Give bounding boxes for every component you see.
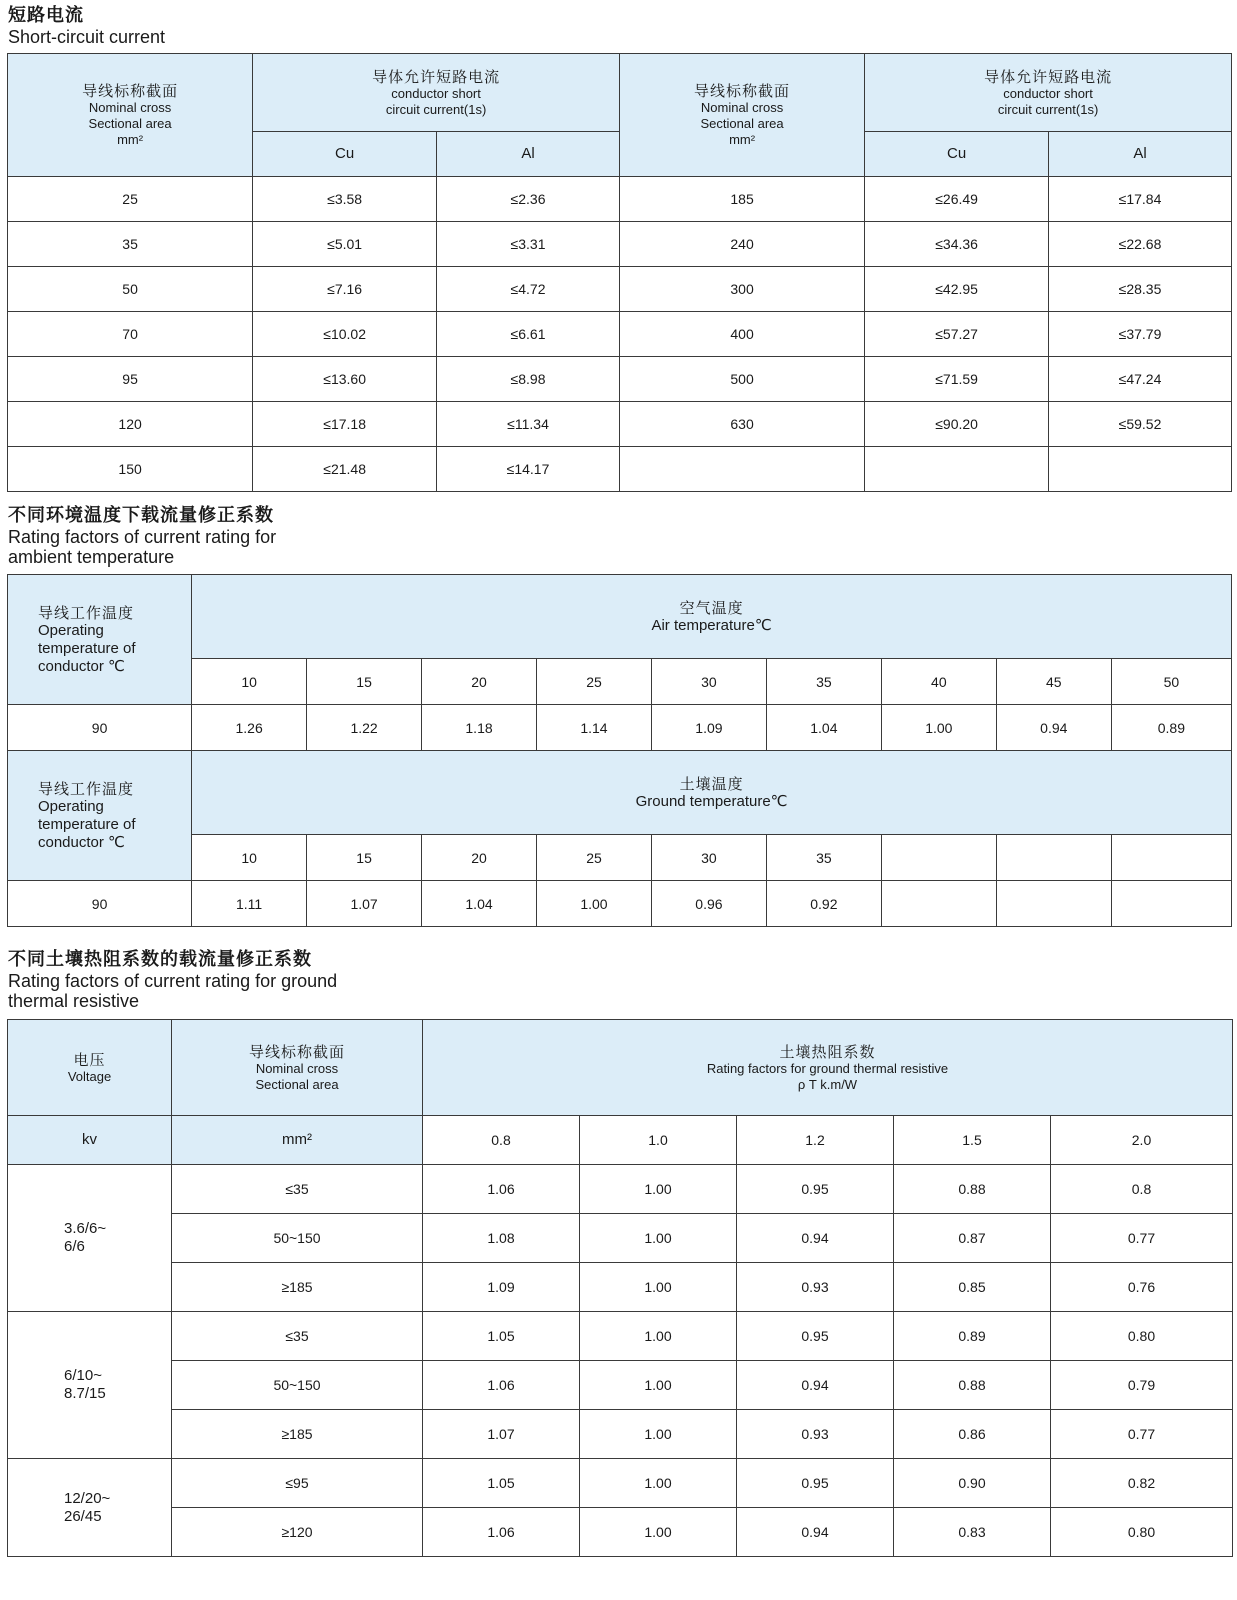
table-cell: 1.04 [422, 881, 537, 927]
table-cell: 1.00 [580, 1410, 737, 1459]
table-cell: 50~150 [172, 1361, 423, 1410]
table-row [8, 177, 1232, 222]
table-cell: 1.26 [192, 705, 307, 751]
operating-temp-header-air: 导线工作温度 Operating temperature of conductor ℃ [8, 575, 192, 705]
table-cell: 0.93 [737, 1410, 894, 1459]
table-cell: 0.94 [737, 1214, 894, 1263]
table-cell: 40 [881, 659, 996, 705]
table-cell: 1.00 [580, 1214, 737, 1263]
table-cell: ≤71.59 [865, 357, 1049, 402]
voltage-line: 26/45 [64, 1507, 102, 1525]
table-cell: 0.80 [1051, 1508, 1233, 1557]
table-cell: 2.0 [1051, 1116, 1233, 1165]
voltage-line: 8.7/15 [64, 1385, 106, 1402]
table-cell: 0.87 [894, 1214, 1051, 1263]
table-cell: 0.77 [1051, 1214, 1233, 1263]
header-cu-right: Cu [865, 132, 1049, 177]
unit-mm: mm² [172, 1116, 423, 1165]
table-cell: 0.86 [894, 1410, 1051, 1459]
table-cell: 1.00 [580, 1312, 737, 1361]
table-cell: 50 [8, 267, 253, 312]
area-header: 导线标称截面 Nominal cross Sectional area [172, 1020, 423, 1116]
table-cell [865, 447, 1049, 492]
table-row [8, 402, 1232, 447]
table-cell: 1.18 [422, 705, 537, 751]
table-row [8, 1165, 1233, 1214]
table-cell: 0.8 [423, 1116, 580, 1165]
table-cell: 1.00 [881, 705, 996, 751]
table-cell: 0.90 [894, 1459, 1051, 1508]
table-cell: 1.00 [580, 1361, 737, 1410]
thermal-title [8, 950, 337, 1012]
section-title-en: Rating factors of current rating for ground [8, 970, 338, 991]
table-cell: ≤95 [172, 1459, 423, 1508]
section-title-en: ambient temperature [8, 547, 175, 568]
ambient-title [8, 506, 276, 568]
table-cell: ≤22.68 [1049, 222, 1232, 267]
table-cell: ≤17.84 [1049, 177, 1232, 222]
table-cell: 185 [619, 177, 864, 222]
section-title-zh: 短路电流 [8, 5, 84, 26]
voltage-cell [8, 1459, 172, 1557]
table-row [8, 1508, 1233, 1557]
table-cell: ≥185 [172, 1263, 423, 1312]
table-row [8, 447, 1232, 492]
table-cell: 15 [307, 835, 422, 881]
table-cell: 0.83 [894, 1508, 1051, 1557]
table-cell: 1.04 [766, 705, 881, 751]
table-cell: 15 [307, 659, 422, 705]
table-cell: 400 [619, 312, 864, 357]
header-area-right: 导线标称截面 Nominal cross Sectional area mm² [619, 54, 864, 177]
section-title-zh: 不同土壤热阻系数的载流量修正系数 [8, 949, 312, 970]
table-cell: ≤42.95 [865, 267, 1049, 312]
table-cell: ≤35 [172, 1312, 423, 1361]
table-row [8, 881, 1232, 927]
table-cell: 25 [8, 177, 253, 222]
table-cell: 0.8 [1051, 1165, 1233, 1214]
table-cell: 0.94 [996, 705, 1111, 751]
table-row [8, 267, 1232, 312]
resistive-header: 土壤热阻系数 Rating factors for ground thermal resistive ρ T k.m/W [423, 1020, 1233, 1116]
table-cell: 0.88 [894, 1361, 1051, 1410]
table-cell [619, 447, 864, 492]
table-cell: 1.06 [423, 1165, 580, 1214]
table-row [8, 357, 1232, 402]
table-cell: 0.94 [737, 1508, 894, 1557]
header-current-right: 导体允许短路电流 conductor short circuit current(1s) [865, 54, 1232, 132]
table-row [8, 1410, 1233, 1459]
table-cell: 1.00 [537, 881, 652, 927]
table-cell: 1.00 [580, 1263, 737, 1312]
voltage-cell [8, 1165, 172, 1312]
table-row [8, 1459, 1233, 1508]
voltage-line: 12/20~ [64, 1489, 111, 1507]
table-cell: ≤7.16 [253, 267, 437, 312]
unit-kv: kv [8, 1116, 172, 1165]
table-cell: ≤59.52 [1049, 402, 1232, 447]
table-cell [1049, 447, 1232, 492]
table-cell: ≤8.98 [437, 357, 620, 402]
table-cell: 1.05 [423, 1459, 580, 1508]
table-cell: 1.00 [580, 1508, 737, 1557]
table-cell: 0.93 [737, 1263, 894, 1312]
table-cell: 25 [537, 659, 652, 705]
table-cell: 0.89 [894, 1312, 1051, 1361]
table-cell: 10 [192, 659, 307, 705]
section-title-en: thermal resistive [8, 991, 140, 1012]
table-cell: 0.85 [894, 1263, 1051, 1312]
ground-temperature-header: 土壤温度 Ground temperature℃ [192, 751, 1232, 835]
table-cell: 1.07 [307, 881, 422, 927]
table-cell: ≥120 [172, 1508, 423, 1557]
table-cell: ≤26.49 [865, 177, 1049, 222]
table-row [8, 312, 1232, 357]
table-row [8, 222, 1232, 267]
table-cell: ≤90.20 [865, 402, 1049, 447]
table-cell: 10 [192, 835, 307, 881]
table-cell: 1.2 [737, 1116, 894, 1165]
table-cell: ≤11.34 [437, 402, 620, 447]
table-cell: 1.00 [580, 1165, 737, 1214]
operating-temp-header-ground: 导线工作温度 Operating temperature of conductor ℃ [8, 751, 192, 881]
voltage-header: 电压 Voltage [8, 1020, 172, 1116]
table-row [8, 705, 1232, 751]
table-cell: 0.92 [766, 881, 881, 927]
table-cell: 1.06 [423, 1361, 580, 1410]
table-cell: ≤14.17 [437, 447, 620, 492]
short-circuit-table [7, 53, 1232, 492]
thermal-table [7, 1019, 1233, 1557]
table-cell: ≤17.18 [253, 402, 437, 447]
table-row [8, 835, 1232, 881]
ambient-table [7, 574, 1232, 927]
table-cell: 1.09 [423, 1263, 580, 1312]
table-cell: ≤3.31 [437, 222, 620, 267]
table-cell: 0.94 [737, 1361, 894, 1410]
table-cell: 1.09 [651, 705, 766, 751]
table-cell: 0.77 [1051, 1410, 1233, 1459]
table-cell: ≤13.60 [253, 357, 437, 402]
table-cell: 240 [619, 222, 864, 267]
table-cell: 20 [422, 835, 537, 881]
table-cell: 0.88 [894, 1165, 1051, 1214]
voltage-cell [8, 1312, 172, 1459]
table-cell: ≥185 [172, 1410, 423, 1459]
table-cell [996, 835, 1111, 881]
table-cell: 50 [1111, 659, 1231, 705]
table-cell: 95 [8, 357, 253, 402]
header-al-right: Al [1049, 132, 1232, 177]
table-cell: 1.11 [192, 881, 307, 927]
table-cell: 50~150 [172, 1214, 423, 1263]
table-cell: 20 [422, 659, 537, 705]
table-cell: 35 [8, 222, 253, 267]
table-cell: ≤37.79 [1049, 312, 1232, 357]
table-cell: 1.14 [537, 705, 652, 751]
table-cell: 70 [8, 312, 253, 357]
table-cell: 1.5 [894, 1116, 1051, 1165]
table-cell: 1.07 [423, 1410, 580, 1459]
table-cell: 1.06 [423, 1508, 580, 1557]
section-title-zh: 不同环境温度下载流量修正系数 [8, 505, 274, 526]
section-title-en: Short-circuit current [8, 26, 166, 47]
table-cell: ≤5.01 [253, 222, 437, 267]
table-cell: 90 [8, 881, 192, 927]
table-cell: 0.82 [1051, 1459, 1233, 1508]
table-cell: ≤10.02 [253, 312, 437, 357]
table-cell: 120 [8, 402, 253, 447]
table-cell: ≤28.35 [1049, 267, 1232, 312]
table-cell: 0.96 [651, 881, 766, 927]
table-cell: ≤47.24 [1049, 357, 1232, 402]
table-cell: 1.05 [423, 1312, 580, 1361]
table-cell [881, 835, 996, 881]
table-cell [1111, 835, 1231, 881]
table-row [8, 1263, 1233, 1312]
table-cell: 630 [619, 402, 864, 447]
table-cell: 0.95 [737, 1312, 894, 1361]
table-cell: 300 [619, 267, 864, 312]
voltage-line: 6/10~ [64, 1367, 102, 1384]
table-cell: 500 [619, 357, 864, 402]
voltage-line: 6/6 [64, 1238, 85, 1255]
table-cell: 25 [537, 835, 652, 881]
table-cell: 0.95 [737, 1459, 894, 1508]
table-cell: ≤35 [172, 1165, 423, 1214]
voltage-line: 3.6/6~ [64, 1220, 107, 1237]
table-cell: ≤21.48 [253, 447, 437, 492]
table-cell: 90 [8, 705, 192, 751]
table-cell: ≤4.72 [437, 267, 620, 312]
table-cell: 1.08 [423, 1214, 580, 1263]
table-cell: 150 [8, 447, 253, 492]
table-cell: 1.0 [580, 1116, 737, 1165]
table-cell: 35 [766, 659, 881, 705]
table-cell: ≤6.61 [437, 312, 620, 357]
table-row [8, 1361, 1233, 1410]
header-current-left: 导体允许短路电流 conductor short circuit current(1s) [253, 54, 620, 132]
short-circuit-title [8, 6, 165, 47]
table-cell: 30 [651, 835, 766, 881]
table-cell: ≤3.58 [253, 177, 437, 222]
table-cell: ≤57.27 [865, 312, 1049, 357]
table-cell: 0.79 [1051, 1361, 1233, 1410]
table-row [8, 1214, 1233, 1263]
table-cell [996, 881, 1111, 927]
table-cell: 30 [651, 659, 766, 705]
table-cell: 0.89 [1111, 705, 1231, 751]
table-cell: 0.80 [1051, 1312, 1233, 1361]
header-area-left: 导线标称截面 Nominal cross Sectional area mm² [8, 54, 253, 177]
table-cell [881, 881, 996, 927]
table-cell: 1.00 [580, 1459, 737, 1508]
table-cell: ≤34.36 [865, 222, 1049, 267]
section-title-en: Rating factors of current rating for [8, 526, 277, 547]
table-cell [1111, 881, 1231, 927]
table-cell: 1.22 [307, 705, 422, 751]
table-cell: 0.95 [737, 1165, 894, 1214]
table-cell: ≤2.36 [437, 177, 620, 222]
table-cell: 35 [766, 835, 881, 881]
air-temperature-header: 空气温度 Air temperature℃ [192, 575, 1232, 659]
table-row [8, 1312, 1233, 1361]
table-cell: 45 [996, 659, 1111, 705]
header-cu-left: Cu [253, 132, 437, 177]
header-al-left: Al [437, 132, 620, 177]
table-row [8, 659, 1232, 705]
table-cell: 0.76 [1051, 1263, 1233, 1312]
